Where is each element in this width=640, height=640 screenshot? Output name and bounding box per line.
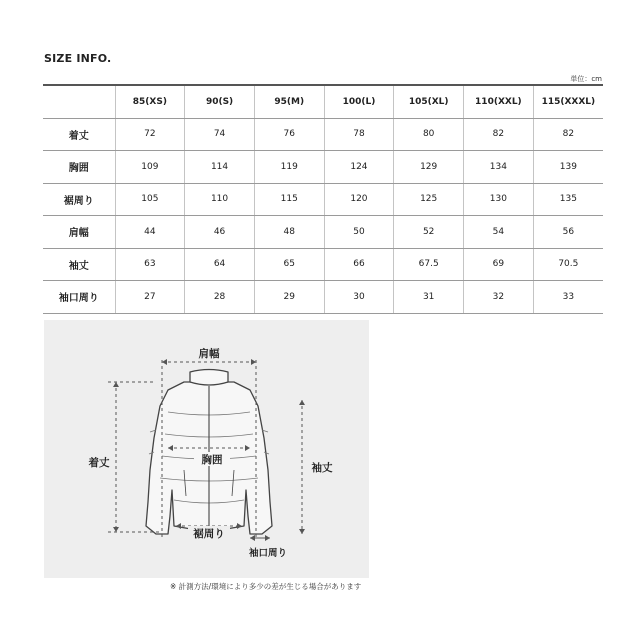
table-cell: 129: [394, 151, 464, 184]
hem-label: 裾周り: [193, 528, 225, 540]
table-cell: 52: [394, 216, 464, 249]
table-cell: 130: [464, 183, 534, 216]
table-cell: 134: [464, 151, 534, 184]
column-header: 110(XXL): [464, 85, 534, 118]
row-label: 裾周り: [43, 183, 115, 216]
cuff-label: 袖口周り: [248, 548, 288, 559]
table-cell: 109: [115, 151, 185, 184]
table-cell: 66: [324, 248, 394, 281]
column-header: 90(S): [185, 85, 255, 118]
table-cell: 105: [115, 183, 185, 216]
table-cell: 115: [254, 183, 324, 216]
table-cell: 119: [254, 151, 324, 184]
table-cell: 139: [533, 151, 603, 184]
table-cell: 76: [254, 118, 324, 151]
table-cell: 64: [185, 248, 255, 281]
table-cell: 80: [394, 118, 464, 151]
column-header: 85(XS): [115, 85, 185, 118]
table-cell: 125: [394, 183, 464, 216]
column-header: [43, 85, 115, 118]
row-label: 袖丈: [43, 248, 115, 281]
length-label: 着丈: [88, 457, 110, 469]
table-cell: 33: [533, 281, 603, 314]
table-cell: 54: [464, 216, 534, 249]
table-cell: 27: [115, 281, 185, 314]
column-header: 115(XXXL): [533, 85, 603, 118]
table-cell: 31: [394, 281, 464, 314]
row-label: 胸囲: [43, 151, 115, 184]
column-header: 95(M): [254, 85, 324, 118]
measurement-diagram: [44, 320, 369, 578]
shoulder-label: 肩幅: [198, 348, 220, 360]
table-cell: 63: [115, 248, 185, 281]
table-cell: 30: [324, 281, 394, 314]
table-cell: 69: [464, 248, 534, 281]
table-cell: 50: [324, 216, 394, 249]
row-label: 袖口周り: [43, 281, 115, 314]
table-row: [43, 216, 603, 249]
table-cell: 135: [533, 183, 603, 216]
table-row: [43, 183, 603, 216]
table-cell: 82: [533, 118, 603, 151]
column-header: 105(XL): [394, 85, 464, 118]
table-cell: 29: [254, 281, 324, 314]
table-header-row: [43, 85, 603, 118]
table-cell: 46: [185, 216, 255, 249]
table-cell: 67.5: [394, 248, 464, 281]
table-row: [43, 118, 603, 151]
table-cell: 114: [185, 151, 255, 184]
unit-label: 単位：cm: [570, 75, 602, 83]
table-cell: 120: [324, 183, 394, 216]
table-cell: 28: [185, 281, 255, 314]
table-cell: 82: [464, 118, 534, 151]
row-label: 着丈: [43, 118, 115, 151]
column-header: 100(L): [324, 85, 394, 118]
table-cell: 32: [464, 281, 534, 314]
sleeve-label: 袖丈: [311, 462, 333, 474]
measurement-note: ※ 計測方法/環境により多少の差が生じる場合があります: [170, 582, 362, 591]
table-cell: 70.5: [533, 248, 603, 281]
table-cell: 44: [115, 216, 185, 249]
table-cell: 48: [254, 216, 324, 249]
table-cell: 78: [324, 118, 394, 151]
table-cell: 56: [533, 216, 603, 249]
table-cell: 72: [115, 118, 185, 151]
table-cell: 124: [324, 151, 394, 184]
table-cell: 110: [185, 183, 255, 216]
size-table: [43, 84, 603, 314]
table-row: [43, 248, 603, 281]
table-row: [43, 281, 603, 314]
chest-label: 胸囲: [201, 454, 223, 466]
table-row: [43, 151, 603, 184]
row-label: 肩幅: [43, 216, 115, 249]
table-cell: 74: [185, 118, 255, 151]
page-title: SIZE INFO.: [44, 52, 112, 65]
table-cell: 65: [254, 248, 324, 281]
